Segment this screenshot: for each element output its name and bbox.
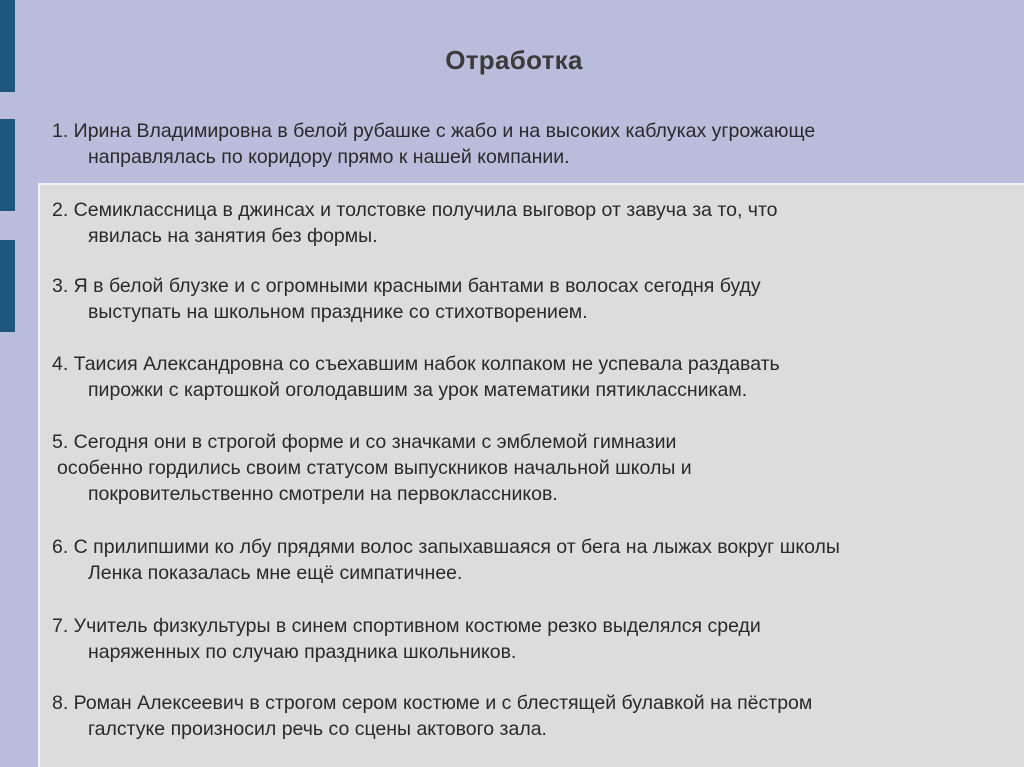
item-line: наряженных по случаю праздника школьников. <box>88 641 517 663</box>
item-line: 4. Таисия Александровна со съехавшим набок колпаком не успевала раздавать <box>52 353 780 375</box>
list-item-1 <box>52 118 1012 170</box>
item-line: направлялась по коридору прямо к нашей компании. <box>88 146 570 168</box>
list-item-6 <box>52 534 1012 586</box>
list-item-7 <box>52 613 1012 665</box>
item-line: особенно гордились своим статусом выпускников начальной школы и <box>57 457 692 479</box>
item-line: 6. С прилипшими ко лбу прядями волос запыхавшаяся от бега на лыжах вокруг школы <box>52 536 840 558</box>
item-line: пирожки с картошкой оголодавшим за урок математики пятиклассникам. <box>88 379 748 401</box>
item-line: галстуке произносил речь со сцены актового зала. <box>88 718 547 740</box>
item-line: 2. Семиклассница в джинсах и толстовке получила выговор от завуча за то, что <box>52 199 778 221</box>
item-line: 5. Сегодня они в строгой форме и со значками с эмблемой гимназии <box>52 431 677 453</box>
item-line: 7. Учитель физкультуры в синем спортивном костюме резко выделялся среди <box>52 615 761 637</box>
list-item-8 <box>52 690 1012 742</box>
list-item-5 <box>52 429 1012 507</box>
list-item-3 <box>52 273 1012 325</box>
list-item-4 <box>52 351 1012 403</box>
item-line: выступать на школьном празднике со стихотворением. <box>88 301 588 323</box>
item-line: покровительственно смотрели на первоклассников. <box>88 483 558 505</box>
list-item-2 <box>52 197 1012 249</box>
item-line: 1. Ирина Владимировна в белой рубашке с жабо и на высоких каблуках угрожающе <box>52 120 816 142</box>
item-line: 8. Роман Алексеевич в строгом сером костюме и с блестящей булавкой на пёстром <box>52 692 813 714</box>
item-line: 3. Я в белой блузке и с огромными красными бантами в волосах сегодня буду <box>52 275 761 297</box>
item-line: явилась на занятия без формы. <box>88 225 378 247</box>
decorative-bar-middle <box>0 119 15 211</box>
slide-title: Отработка <box>445 45 583 75</box>
decorative-bar-bottom <box>0 240 15 332</box>
item-line: Ленка показалась мне ещё симпатичнее. <box>88 562 463 584</box>
